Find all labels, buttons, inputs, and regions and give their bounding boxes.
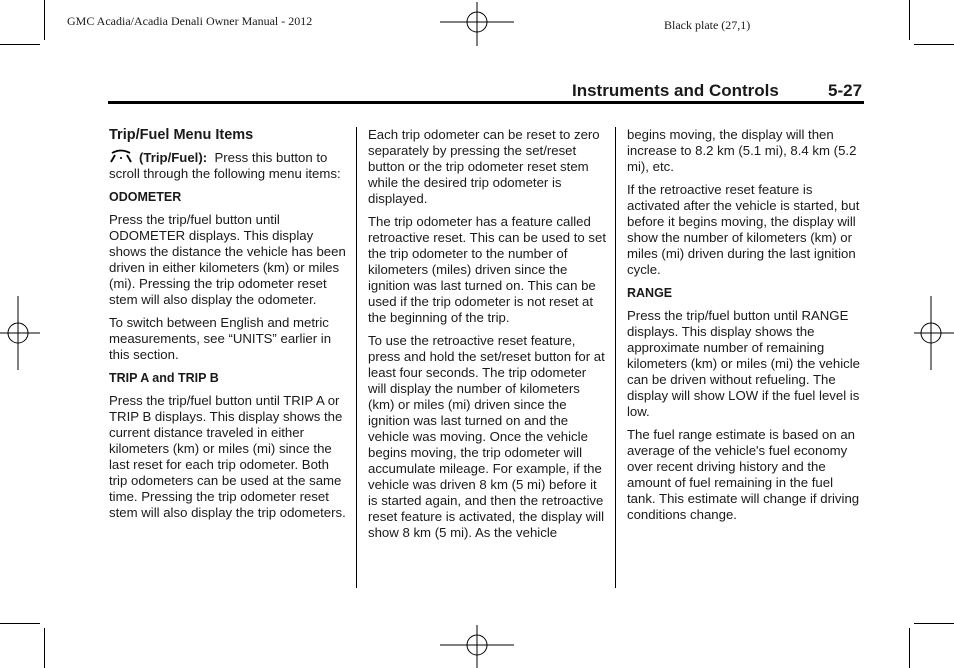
column-1	[109, 127, 349, 528]
col2-paragraph-1: Each trip odometer can be reset to zero separately by pressing the set/reset button or the trip odometer reset stem while the desired trip odometer is displayed.	[368, 127, 600, 206]
range-paragraph-1: Press the trip/fuel button until RANGE displays. This display shows the approximate number of remaining kilometers (km) or miles (mi) the vehicle can be driven without refueling. The display will show LOW if the fuel level is low.	[627, 308, 861, 419]
odometer-paragraph-2: To switch between English and metric measurements, see “UNITS” earlier in this section.	[109, 315, 332, 362]
column-3	[627, 127, 863, 530]
trip-heading: TRIP A and TRIP B	[109, 371, 219, 385]
crop-mark-bl-v	[44, 628, 45, 668]
page-number: 5-27	[828, 81, 863, 100]
odometer-heading: ODOMETER	[109, 190, 182, 204]
col3-paragraph-2: If the retroactive reset feature is activated after the vehicle is started, but before it begins moving, the display will show the number of kilometers (km) or miles (mi) driven during the last ignition cycle.	[627, 182, 860, 277]
col2-paragraph-2: The trip odometer has a feature called retroactive reset. This can be used to set the trip odometer to the number of kilometers (miles) driven since the ignition was last turned on. This can be used if the trip odometer is not reset at the beginning of the trip.	[368, 214, 606, 325]
column-separator-1	[356, 127, 357, 588]
column-2	[368, 127, 606, 548]
crop-mark-br-v	[909, 628, 910, 668]
range-heading: RANGE	[627, 286, 673, 300]
manual-title: GMC Acadia/Acadia Denali Owner Manual - 2012	[67, 14, 313, 28]
registration-mark-left	[0, 296, 40, 370]
range-paragraph-2: The fuel range estimate is based on an average of the vehicle's fuel economy over recent driving history and the amount of fuel remaining in the fuel tank. This estimate will change if driving conditions change.	[627, 427, 860, 522]
crop-mark-tl-v	[44, 0, 45, 40]
registration-mark-bottom	[440, 625, 514, 668]
odometer-paragraph-1: Press the trip/fuel button until ODOMETER displays. This display shows the distance the vehicle has been driven in either kilometers (km) or miles (mi). Pressing the trip odometer reset stem will also display the odometer.	[109, 212, 346, 307]
intro-paragraph	[109, 149, 349, 182]
col2-paragraph-3: To use the retroactive reset feature, press and hold the set/reset button for at least four seconds. The trip odometer will display the number of kilometers (km) or miles (mi) driven since the ignition was last turned on and the vehicle was moving. Once the vehicle begins moving, the trip odometer will accumulate mileage. For example, if the vehicle was driven 8 km (5 mi) before it is started again, and then the retroactive reset feature is activated, the display will show 8 km (5 mi). As the vehicle	[368, 333, 605, 540]
col3-paragraph-1: begins moving, the display will then increase to 8.2 km (5.1 mi), 8.4 km (5.2 mi), etc.	[627, 127, 857, 174]
registration-mark-right	[914, 296, 954, 370]
crop-mark-tr-v	[909, 0, 910, 40]
registration-mark-top	[440, 2, 514, 46]
header-rule	[108, 101, 864, 104]
trip-fuel-icon	[109, 149, 133, 163]
trip-paragraph-1: Press the trip/fuel button until TRIP A or TRIP B displays. This display shows the current distance traveled in either kilometers (km) or miles (mi) since the last reset for each trip odometer. Both trip odometers can be used at the same time. Pressing the trip odometer reset stem will also display the trip odometers.	[109, 393, 346, 520]
trip-fuel-menu-heading: Trip/Fuel Menu Items	[109, 127, 254, 143]
crop-mark-tr-h	[914, 44, 954, 45]
intro-label: (Trip/Fuel):	[139, 150, 208, 165]
crop-mark-br-h	[914, 623, 954, 624]
crop-mark-tl-h	[0, 44, 40, 45]
intro-text: Press this button to scroll through the following menu items:	[109, 150, 341, 181]
section-title: Instruments and Controls	[572, 81, 779, 100]
plate-label: Black plate (27,1)	[664, 18, 751, 32]
column-separator-2	[615, 127, 616, 588]
crop-mark-bl-h	[0, 623, 40, 624]
